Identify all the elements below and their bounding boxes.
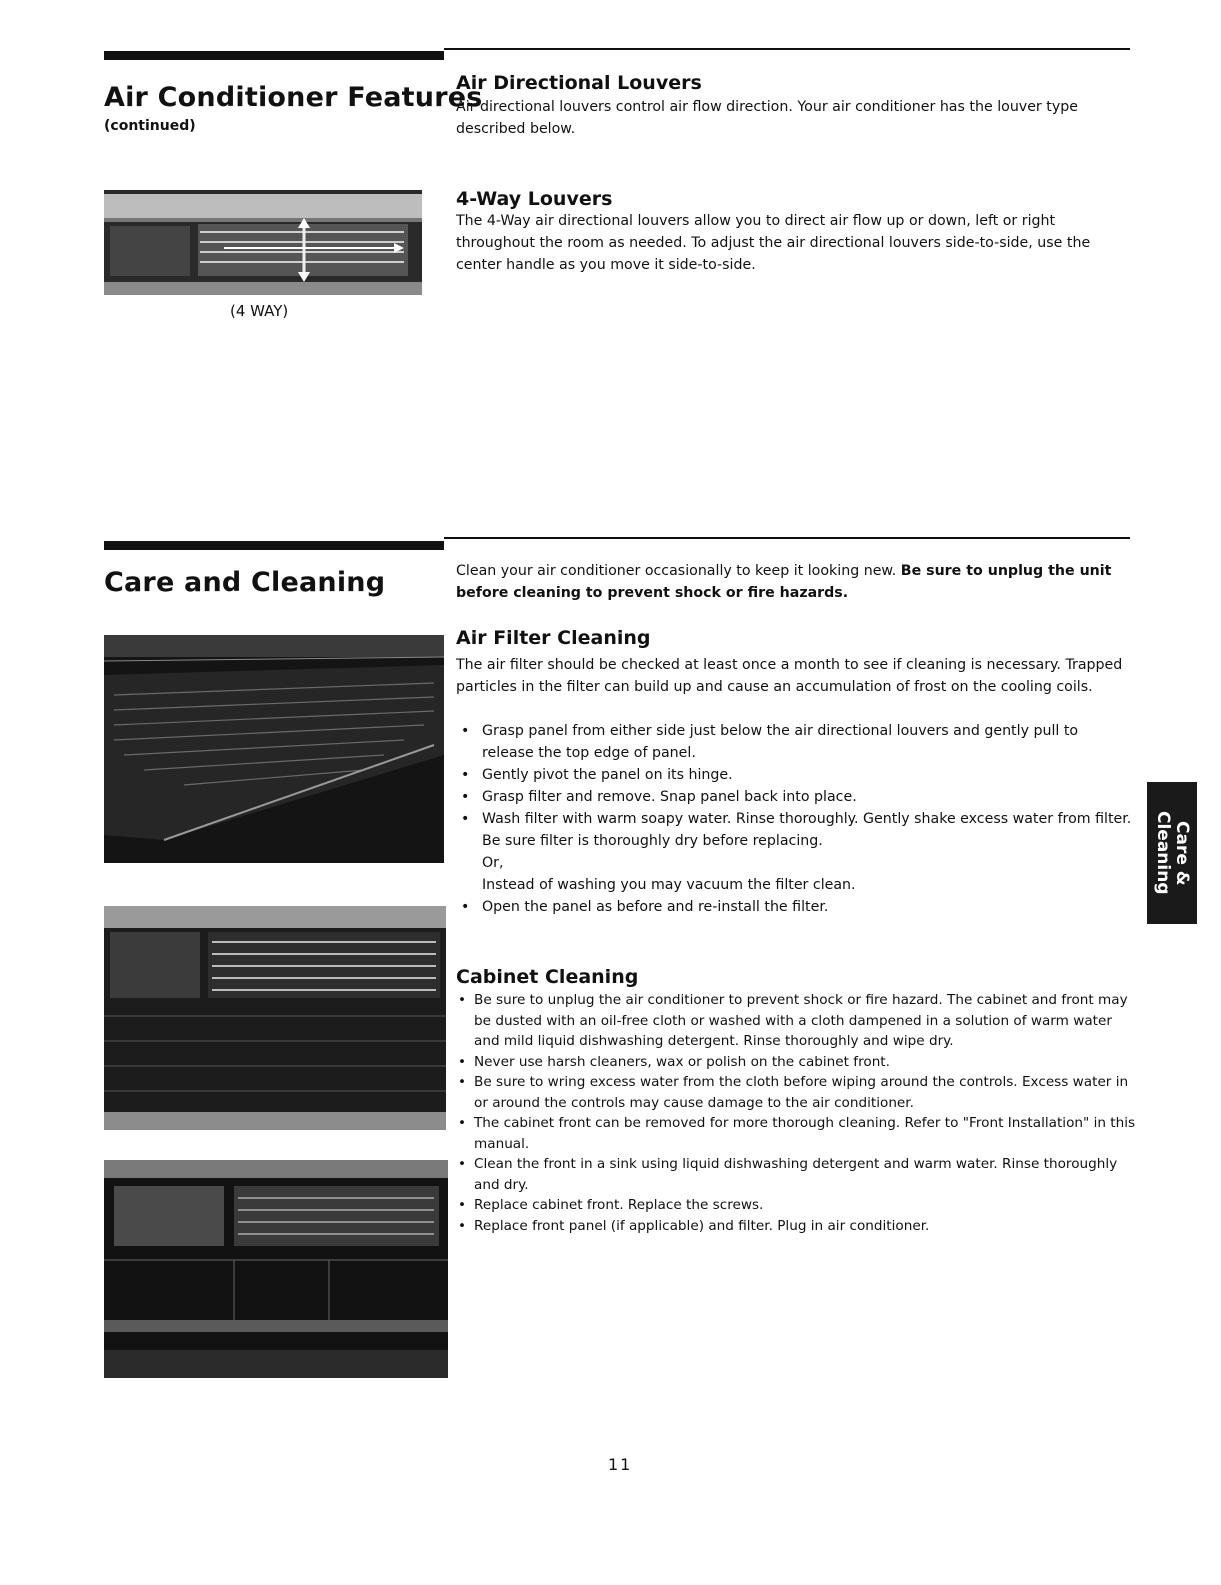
page-number: 11 <box>608 1455 633 1474</box>
list-item: • Replace cabinet front. Replace the screws. <box>456 1195 1136 1216</box>
louvers-heading: Air Directional Louvers <box>456 72 702 94</box>
filter-panel-image <box>104 635 444 863</box>
care-cleaning-tab <box>1147 782 1197 924</box>
care-intro-plain: Clean your air conditioner occasionally to keep it looking new. <box>456 563 901 579</box>
care-title: Care and Cleaning <box>104 567 386 598</box>
list-item: • Be sure to wring excess water from the cloth before wiping around the controls. Excess water in or around the controls may cause damage to the air conditioner. <box>456 1072 1136 1113</box>
list-item: • Gently pivot the panel on its hinge. <box>456 764 1134 786</box>
cabinet-front-removed-image <box>104 1160 448 1378</box>
filter-heading: Air Filter Cleaning <box>456 627 651 649</box>
list-item: • Replace front panel (if applicable) and filter. Plug in air conditioner. <box>456 1216 1136 1237</box>
filter-steps <box>456 720 1134 918</box>
list-item: Instead of washing you may vacuum the filter clean. <box>482 877 856 893</box>
four-way-louver-image <box>104 190 422 295</box>
section-rule-thick <box>104 51 444 60</box>
list-item: Or, <box>482 855 504 871</box>
list-item: • Grasp filter and remove. Snap panel back into place. <box>456 786 1134 808</box>
cabinet-front-image <box>104 906 446 1130</box>
section-rule-thin <box>444 48 1130 50</box>
care-intro <box>456 560 1132 604</box>
cabinet-steps <box>456 990 1136 1236</box>
side-tab-label: Care & Cleaning <box>1153 811 1192 895</box>
filter-text: The air filter should be checked at least once a month to see if cleaning is necessary. Trapped particles in the filter can build up and cause an accumulation of frost on the cooling coils. <box>456 657 1123 695</box>
care-intro-warning: Be sure to unplug the unit before cleaning to prevent shock or fire hazards. <box>456 563 1112 601</box>
fourway-text: The 4-Way air directional louvers allow you to direct air flow up or down, left or right throughout the room as needed. To adjust the air directional louvers side-to-side, use the center handle as you move it side-to-side. <box>456 213 1091 273</box>
cabinet-heading: Cabinet Cleaning <box>456 966 639 988</box>
list-item: • The cabinet front can be removed for more thorough cleaning. Refer to "Front Installation" in this manual. <box>456 1113 1136 1154</box>
features-subtitle: (continued) <box>104 118 196 134</box>
list-item: • Clean the front in a sink using liquid dishwashing detergent and warm water. Rinse thoroughly and dry. <box>456 1154 1136 1195</box>
section-rule-thin <box>444 537 1130 539</box>
louvers-text: Air directional louvers control air flow direction. Your air conditioner has the louver type described below. <box>456 99 1078 137</box>
list-item: • Never use harsh cleaners, wax or polish on the cabinet front. <box>456 1052 1136 1073</box>
image-caption: (4 WAY) <box>230 302 289 320</box>
list-item: • Wash filter with warm soapy water. Rinse thoroughly. Gently shake excess water from filter. Be sure filter is thoroughly dry before replacing. <box>456 808 1134 852</box>
list-item: • Grasp panel from either side just below the air directional louvers and gently pull to release the top edge of panel. <box>456 720 1134 764</box>
features-title: Air Conditioner Features <box>104 82 483 113</box>
fourway-heading: 4-Way Louvers <box>456 188 613 210</box>
list-item: • Be sure to unplug the air conditioner to prevent shock or fire hazard. The cabinet and front may be dusted with an oil-free cloth or washed with a cloth dampened in a solution of warm water and mild liquid dishwashing detergent. Rinse thoroughly and wipe dry. <box>456 990 1136 1052</box>
list-item: • Open the panel as before and re-install the filter. <box>456 896 1134 918</box>
section-rule-thick <box>104 541 444 550</box>
